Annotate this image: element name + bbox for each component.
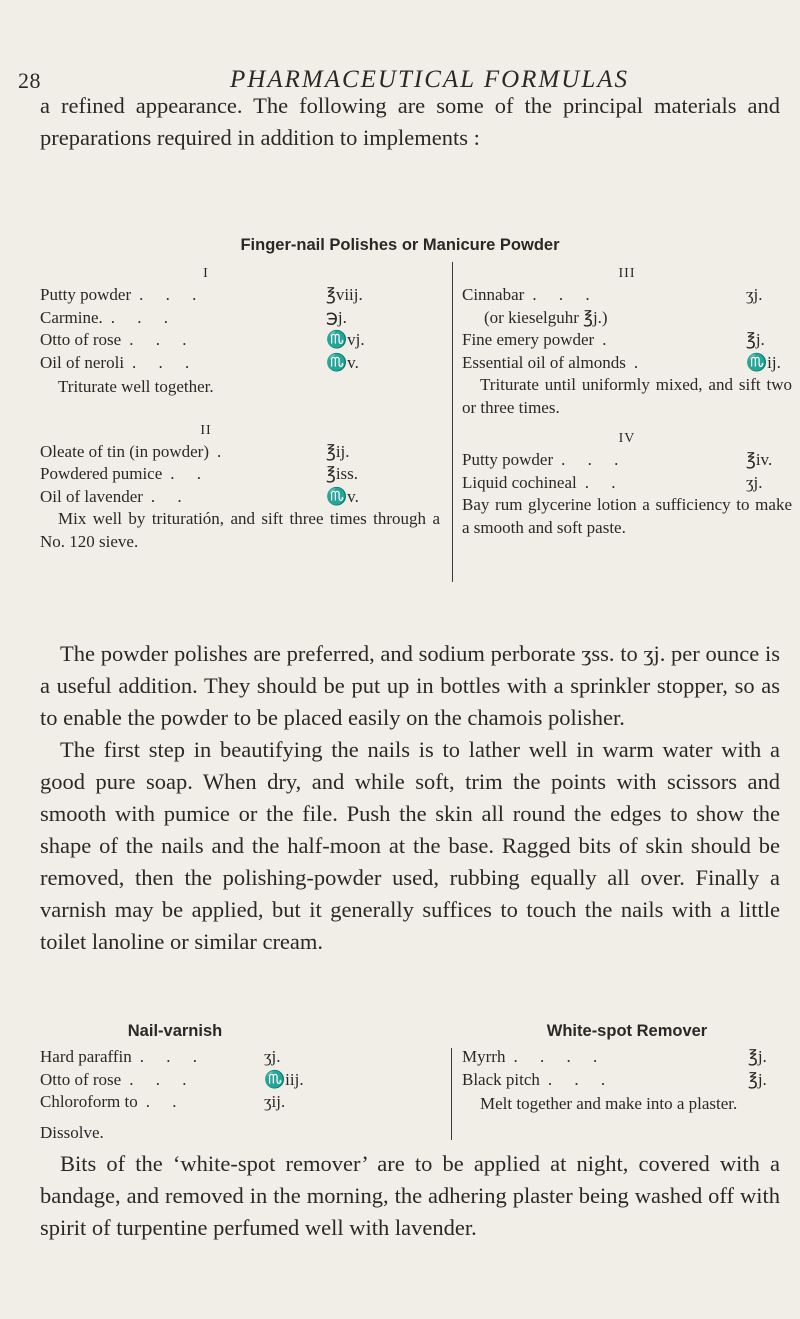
ingredient-quantity: ℥ij. [326,441,350,461]
ingredient-name: Oil of lavender [40,486,143,506]
ingredient-name: Oleate of tin (in powder) [40,441,209,461]
recipe-2 [40,421,440,554]
ingredient-quantity: ℥viij. [326,285,363,304]
ingredient-alternative [462,307,792,330]
intro-paragraph: a refined appearance. The following are some of the principal materials and preparations required in addition to implements : [40,93,780,150]
running-title: PHARMACEUTICAL FORMULAS [230,66,629,93]
leader-dots: . [633,352,648,372]
recipe-instruction: Melt together and make into a plaster. [480,1094,738,1113]
ingredient-row [462,449,792,472]
white-spot-recipe [462,1046,794,1116]
ingredient-quantity: ♏vj. [326,330,365,349]
leader-dots: . . [584,472,625,492]
ingredient-quantity: ʒij. [264,1092,286,1111]
ingredient-row [40,463,372,486]
ingredient-name: Cinnabar [462,285,525,304]
leader-dots: . . . [532,285,599,304]
recipe-numeral: III [618,266,636,281]
ingredient-row [462,472,792,495]
leader-dots: . . . . [513,1047,607,1066]
recipe-numeral: I [203,266,209,281]
ingredient-name: Chloroform to [40,1092,138,1111]
leader-dots: . . . [139,1047,206,1066]
recipe-instruction: Bay rum glycerine lotion a sufficiency to make a smooth and soft paste. [462,495,792,537]
recipe-instruction: Triturate well together. [58,377,214,396]
leader-dots: . . [145,1092,186,1111]
ingredient-name: Oil of neroli [40,352,125,372]
ingredient-name: Essential oil of almonds [462,352,626,372]
leader-dots: . . [150,486,191,506]
ingredient-quantity: ℥j. [748,1047,767,1066]
ingredient-quantity: ♏ij. [746,352,781,372]
ingredient-name: Putty powder [462,450,554,469]
nail-varnish-heading: Nail-varnish [127,1022,223,1040]
ingredient-row [40,1046,310,1069]
ingredient-quantity: ♏v. [326,486,359,506]
recipe-1 [40,264,372,399]
ingredient-row [462,329,792,352]
leader-dots: . . . [110,307,178,327]
recipe-numeral: II [200,422,212,438]
leader-dots: . . [170,464,211,483]
ingredient-row [40,329,372,352]
ingredient-name: Powdered pumice [40,464,163,483]
ingredient-row [40,284,372,307]
ingredient-quantity: ℈j. [326,307,347,327]
ingredient-name: Black pitch [462,1069,540,1089]
body-paragraph: The first step in beautifying the nails is to lather well in warm water with a good pure soap. When dry, and while soft, trim the points with scissors and smooth with pumice or the file. Push the skin all round the edges to show the shape of the nails and the half-moon at the base. Ragged bits of skin should be removed, then the polishing-powder used, rubbing equally all over. Finally a varnish may be applied, but it generally suffices to touch the nails with a little toilet lanoline or similar cream. [40,737,780,954]
leader-dots: . [602,330,616,349]
leader-dots: . . . [132,352,199,372]
recipe-instruction: Dissolve. [40,1122,104,1142]
recipe-instruction: Mix well by trituratión, and sift three times through a No. 120 sieve. [40,509,440,551]
white-spot-heading: White-spot Remover [546,1022,708,1040]
body-paragraph: The powder polishes are preferred, and sodium perborate ʒss. to ʒj. per ounce is a useful addition. They should be put up in bottles with a sprinkler stopper, so as to enable the powder to be placed easily on the chamois polisher. [40,641,780,730]
ingredient-name: Myrrh [462,1047,506,1066]
ingredient-quantity: ♏v. [326,352,359,372]
leader-dots: . [217,441,231,461]
ingredient-quantity: ℥j. [746,330,765,349]
finger-nail-heading: Finger-nail Polishes or Manicure Powder [240,236,560,254]
ingredient-quantity: ♏iij. [264,1069,304,1089]
closing-paragraph: Bits of the ‘white-spot remover’ are to be applied at night, covered with a bandage, and removed in the morning, the adhering plaster being washed off with spirit of turpentine perfumed well with lavender. [40,1151,780,1240]
ingredient-name: Otto of rose [40,330,122,349]
recipe-numeral: IV [618,431,636,446]
ingredient-quantity: ʒj. [264,1047,281,1066]
ingredient-name: (or kieselguhr ℥j.) [484,307,608,327]
ingredient-name: Hard paraffin [40,1047,132,1066]
recipe-3 [462,264,792,419]
ingredient-quantity: ʒj. [746,472,763,492]
ingredient-quantity: ℥iss. [326,464,359,483]
ingredient-quantity: ʒj. [746,285,763,304]
ingredient-name: Otto of rose [40,1069,122,1089]
ingredient-name: Putty powder [40,285,132,304]
ingredient-row [462,352,792,375]
ingredient-row [40,1091,310,1114]
ingredient-row [40,307,372,330]
ingredient-quantity: ℥iv. [746,450,773,469]
leader-dots: . . . [139,285,206,304]
ingredient-row [40,441,372,464]
column-divider [452,262,453,582]
nail-varnish-recipe [40,1046,310,1144]
ingredient-name: Liquid cochineal [462,472,577,492]
leader-dots: . . . [547,1069,615,1089]
recipe-4 [462,429,792,539]
ingredient-row [462,1046,794,1069]
leader-dots: . . . [129,1069,196,1089]
leader-dots: . . . [129,330,196,349]
ingredient-quantity: ℥j. [748,1069,767,1089]
ingredient-row [462,1069,794,1092]
leader-dots: . . . [561,450,628,469]
ingredient-row [40,1069,310,1092]
ingredient-row [462,284,792,307]
recipe-instruction: Triturate until uniformly mixed, and sift two or three times. [462,375,792,417]
ingredient-row [40,352,372,375]
ingredient-name: Carmine. [40,307,103,327]
column-divider [451,1048,452,1140]
ingredient-name: Fine emery powder [462,330,595,349]
page-number: 28 [18,68,41,93]
finger-nail-left-column [40,264,440,553]
finger-nail-right-column [462,264,792,539]
ingredient-row [40,486,372,509]
body-text [40,638,780,958]
